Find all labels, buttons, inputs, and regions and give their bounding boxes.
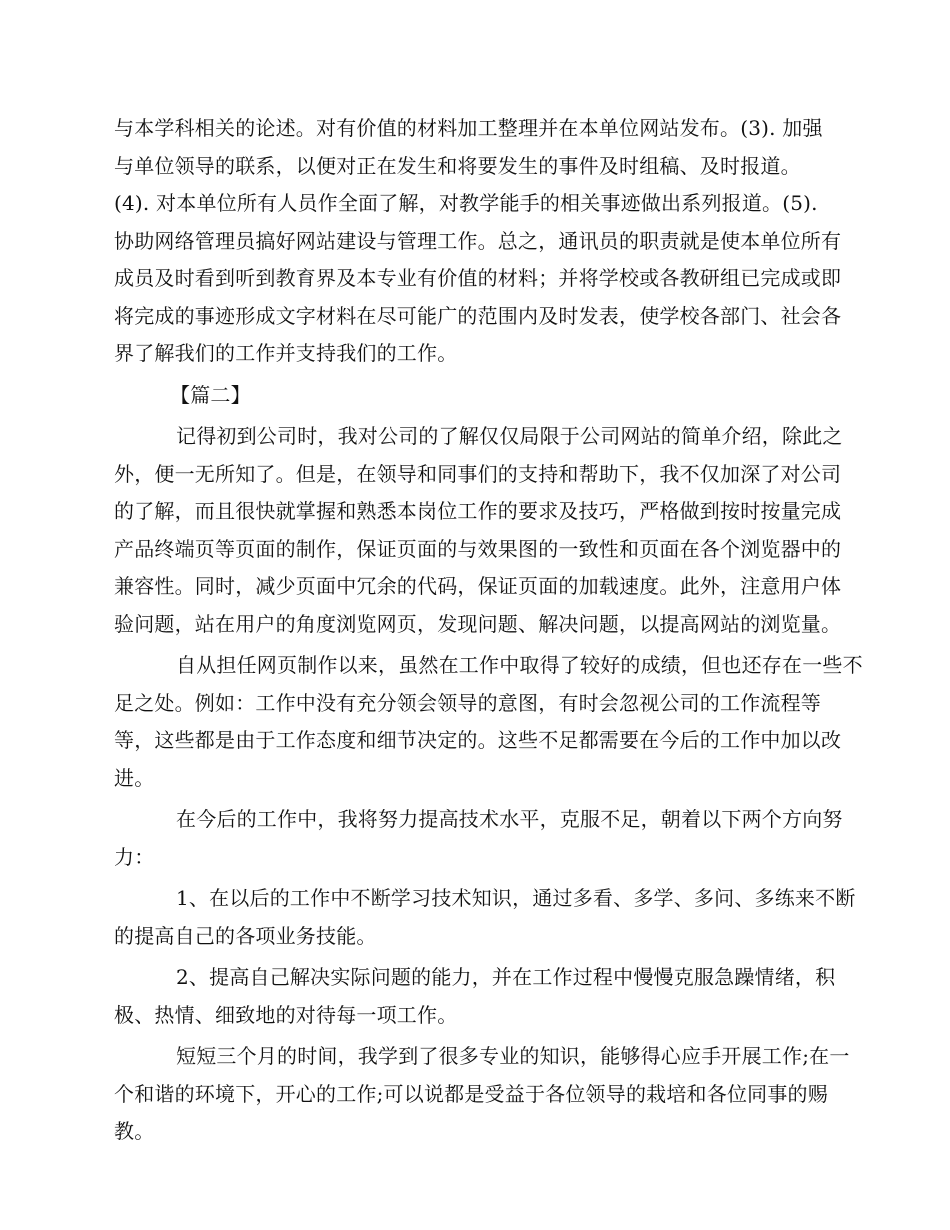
text-line: 产品终端页等页面的制作，保证页面的与效果图的一致性和页面在各个浏览器中的 — [114, 536, 842, 561]
text-line: 力： — [114, 844, 155, 869]
intro-paragraph — [114, 110, 842, 373]
text-line: 等，这些都是由于工作态度和细节决定的。这些不足都需要在今后的工作中加以改 — [114, 728, 842, 752]
text-line: 界了解我们的工作并支持我们的工作。 — [114, 341, 458, 365]
text-line: 兼容性。同时，减少页面中冗余的代码，保证页面的加载速度。此外，注意用户体 — [114, 574, 842, 598]
paragraph-6 — [114, 1038, 850, 1151]
text-line: 将完成的事迹形成文字材料在尽可能广的范围内及时发表，使学校各部门、社会各 — [114, 303, 842, 328]
document-body — [114, 110, 863, 1151]
text-line: 验问题，站在用户的角度浏览网页，发现问题、解决问题，以提高网站的浏览量。 — [114, 611, 842, 636]
paragraph-3 — [114, 801, 843, 876]
paragraph-2 — [114, 647, 863, 797]
text-line: 成员及时看到听到教育界及本专业有价值的材料；并将学校或各教研组已完成或即 — [114, 266, 842, 290]
text-line: 进。 — [114, 765, 155, 790]
text-line: 个和谐的环境下，开心的工作;可以说都是受益于各位领导的栽培和各位同事的赐 — [114, 1081, 828, 1106]
text-line: 外，便一无所知了。但是，在领导和同事们的支持和帮助下，我不仅加深了对公司 — [114, 461, 842, 486]
text-line: 足之处。例如：工作中没有充分领会领导的意图，有时会忽视公司的工作流程等 — [114, 690, 821, 715]
text-line: 在今后的工作中，我将努力提高技术水平，克服不足，朝着以下两个方向努 — [176, 807, 843, 831]
text-line: 记得初到公司时，我对公司的了解仅仅局限于公司网站的简单介绍，除此之 — [176, 424, 843, 448]
paragraph-4 — [114, 880, 856, 955]
text-line: 短短三个月的时间，我学到了很多专业的知识，能够得心应手开展工作;在一 — [176, 1044, 850, 1068]
text-line: 教。 — [114, 1119, 155, 1143]
text-line: 的提高自己的各项业务技能。 — [114, 923, 377, 948]
text-line: 自从担任网页制作以来，虽然在工作中取得了较好的成绩，但也还存在一些不 — [176, 653, 863, 677]
text-line: 2、提高自己解决实际问题的能力，并在工作过程中慢慢克服急躁情绪，积 — [176, 965, 836, 989]
paragraph-1 — [114, 418, 843, 643]
text-line: 极、热情、细致地的对待每一项工作。 — [114, 1002, 458, 1027]
text-line: 1、在以后的工作中不断学习技术知识，通过多看、多学、多问、多练来不断 — [176, 886, 856, 910]
text-line: (4). 对本单位所有人员作全面了解，对教学能手的相关事迹做出系列报道。(5). — [114, 191, 818, 215]
text-line: 的了解，而且很快就掌握和熟悉本岗位工作的要求及技巧，严格做到按时按量完成 — [114, 499, 842, 523]
section-heading-block — [114, 377, 814, 415]
text-line: 协助网络管理员搞好网站建设与管理工作。总之，通讯员的职责就是使本单位所有 — [114, 228, 842, 253]
text-line: 与本学科相关的论述。对有价值的材料加工整理并在本单位网站发布。(3). 加强 — [114, 116, 823, 140]
section-heading: 【篇二】 — [170, 382, 251, 407]
paragraph-5 — [114, 959, 836, 1034]
text-line: 与单位领导的联系，以便对正在发生和将要发生的事件及时组稿、及时报道。 — [114, 153, 801, 178]
